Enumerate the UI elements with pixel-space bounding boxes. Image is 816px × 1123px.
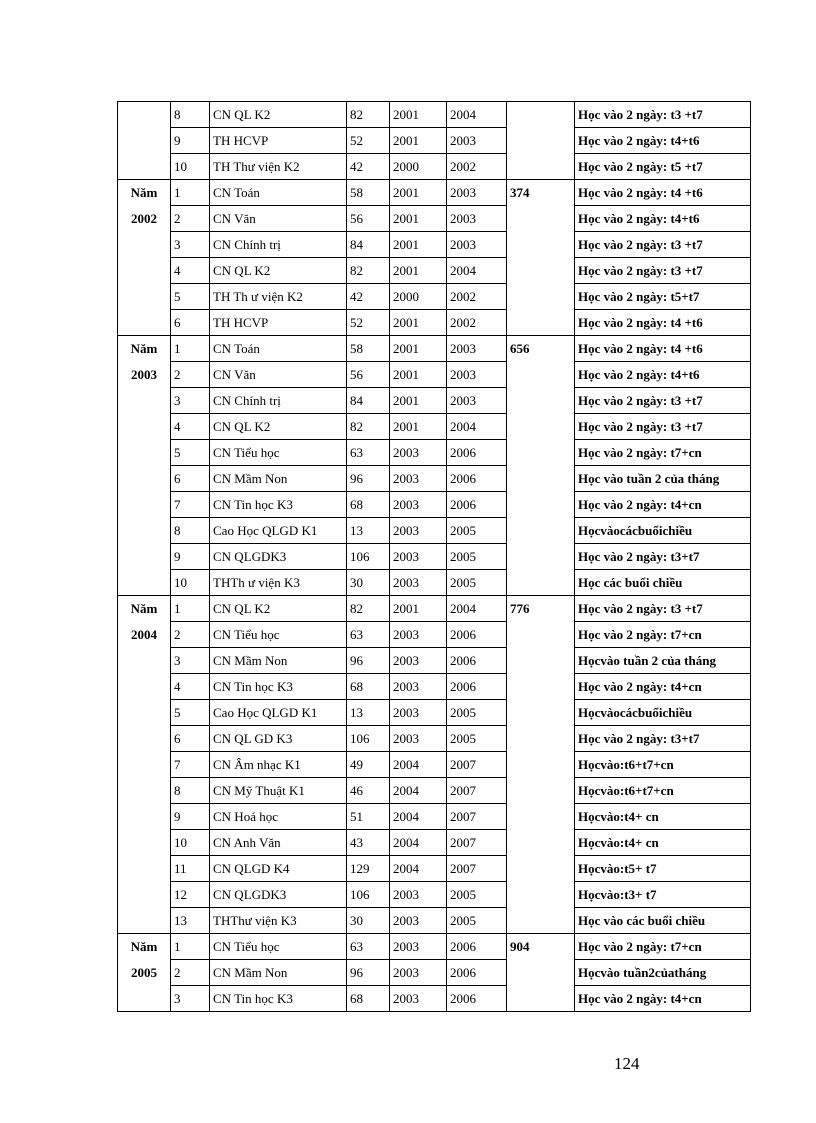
table-row <box>118 804 751 830</box>
table-row <box>118 674 751 700</box>
start-year-cell: 2004 <box>390 752 447 778</box>
schedule-note-cell: Học vào 2 ngày: t4 +t6 <box>575 180 751 206</box>
row-number-cell: 2 <box>171 206 210 232</box>
table-row <box>118 466 751 492</box>
row-number-cell: 1 <box>171 934 210 960</box>
schedule-note-cell: Học vào 2 ngày: t4+cn <box>575 492 751 518</box>
start-year-cell: 2001 <box>390 362 447 388</box>
schedule-note-cell: Họcvào:t6+t7+cn <box>575 778 751 804</box>
end-year-cell: 2006 <box>447 622 507 648</box>
row-number-cell: 1 <box>171 180 210 206</box>
schedule-note-cell: Học vào 2 ngày: t3 +t7 <box>575 258 751 284</box>
start-year-cell: 2001 <box>390 232 447 258</box>
program-cell: CN Mầm Non <box>210 960 347 986</box>
table-row <box>118 310 751 336</box>
program-cell: CN QL K2 <box>210 414 347 440</box>
start-year-cell: 2003 <box>390 882 447 908</box>
end-year-cell: 2005 <box>447 908 507 934</box>
row-number-cell: 10 <box>171 570 210 596</box>
end-year-cell: 2005 <box>447 726 507 752</box>
program-cell: CN Toán <box>210 180 347 206</box>
end-year-cell: 2006 <box>447 986 507 1012</box>
year-total-cell: 374 <box>507 180 575 336</box>
schedule-note-cell: Học vào 2 ngày: t5 +t7 <box>575 154 751 180</box>
table-row <box>118 882 751 908</box>
program-cell: Cao Học QLGD K1 <box>210 700 347 726</box>
end-year-cell: 2003 <box>447 128 507 154</box>
schedule-note-cell: Họcvàocácbuổichiều <box>575 700 751 726</box>
start-year-cell: 2004 <box>390 804 447 830</box>
table-body <box>118 102 751 1012</box>
start-year-cell: 2001 <box>390 258 447 284</box>
row-number-cell: 3 <box>171 986 210 1012</box>
end-year-cell: 2002 <box>447 284 507 310</box>
program-cell: CN Tin học K3 <box>210 674 347 700</box>
row-number-cell: 4 <box>171 258 210 284</box>
schedule-note-cell: Họcvào:t6+t7+cn <box>575 752 751 778</box>
schedule-note-cell: Học vào tuần 2 của tháng <box>575 466 751 492</box>
student-count-cell: 43 <box>347 830 390 856</box>
student-count-cell: 84 <box>347 388 390 414</box>
year-label: Năm <box>130 185 158 200</box>
year-total-cell: 776 <box>507 596 575 934</box>
program-cell: CN Tiểu học <box>210 622 347 648</box>
student-count-cell: 84 <box>347 232 390 258</box>
start-year-cell: 2000 <box>390 284 447 310</box>
row-number-cell: 8 <box>171 778 210 804</box>
program-cell: CN QLGDK3 <box>210 882 347 908</box>
program-cell: CN Tin học K3 <box>210 986 347 1012</box>
start-year-cell: 2003 <box>390 674 447 700</box>
year-cell <box>118 180 171 336</box>
table-row <box>118 180 751 206</box>
program-cell: CN QL K2 <box>210 102 347 128</box>
student-count-cell: 82 <box>347 414 390 440</box>
schedule-note-cell: Học các buổi chiều <box>575 570 751 596</box>
schedule-note-cell: Học vào 2 ngày: t4 +t6 <box>575 310 751 336</box>
end-year-cell: 2006 <box>447 440 507 466</box>
table-row <box>118 102 751 128</box>
schedule-note-cell: Học vào 2 ngày: t3+t7 <box>575 544 751 570</box>
program-cell: CN Mầm Non <box>210 648 347 674</box>
year-label: Năm <box>130 341 158 356</box>
start-year-cell: 2001 <box>390 128 447 154</box>
student-count-cell: 106 <box>347 544 390 570</box>
program-cell: CN Anh Văn <box>210 830 347 856</box>
end-year-cell: 2005 <box>447 570 507 596</box>
start-year-cell: 2003 <box>390 700 447 726</box>
row-number-cell: 10 <box>171 830 210 856</box>
start-year-cell: 2004 <box>390 830 447 856</box>
schedule-note-cell: Học vào 2 ngày: t3+t7 <box>575 726 751 752</box>
table-row <box>118 232 751 258</box>
row-number-cell: 3 <box>171 648 210 674</box>
program-cell: CN Mầm Non <box>210 466 347 492</box>
program-cell: Cao Học QLGD K1 <box>210 518 347 544</box>
end-year-cell: 2005 <box>447 544 507 570</box>
student-count-cell: 13 <box>347 518 390 544</box>
table-row <box>118 830 751 856</box>
year-total-cell: 656 <box>507 336 575 596</box>
program-cell: THTh ư viện K3 <box>210 570 347 596</box>
schedule-note-cell: Học vào 2 ngày: t4+cn <box>575 986 751 1012</box>
start-year-cell: 2003 <box>390 960 447 986</box>
program-cell: CN QLGDK3 <box>210 544 347 570</box>
schedule-note-cell: Học vào 2 ngày: t3 +t7 <box>575 102 751 128</box>
year-cell <box>118 934 171 1012</box>
student-count-cell: 68 <box>347 674 390 700</box>
table-row <box>118 752 751 778</box>
schedule-note-cell: Họcvào tuần 2 của tháng <box>575 648 751 674</box>
row-number-cell: 6 <box>171 726 210 752</box>
table-row <box>118 648 751 674</box>
year-value: 2004 <box>131 627 157 642</box>
student-count-cell: 30 <box>347 908 390 934</box>
student-count-cell: 42 <box>347 154 390 180</box>
student-count-cell: 106 <box>347 726 390 752</box>
table-row <box>118 622 751 648</box>
start-year-cell: 2003 <box>390 934 447 960</box>
end-year-cell: 2003 <box>447 180 507 206</box>
row-number-cell: 5 <box>171 284 210 310</box>
start-year-cell: 2000 <box>390 154 447 180</box>
row-number-cell: 9 <box>171 544 210 570</box>
program-cell: CN Tiểu học <box>210 440 347 466</box>
program-cell: CN Tin học K3 <box>210 492 347 518</box>
start-year-cell: 2003 <box>390 908 447 934</box>
table-row <box>118 440 751 466</box>
program-cell: TH HCVP <box>210 310 347 336</box>
row-number-cell: 13 <box>171 908 210 934</box>
student-count-cell: 49 <box>347 752 390 778</box>
row-number-cell: 8 <box>171 102 210 128</box>
start-year-cell: 2003 <box>390 544 447 570</box>
row-number-cell: 9 <box>171 804 210 830</box>
schedule-note-cell: Học vào 2 ngày: t4+t6 <box>575 362 751 388</box>
student-count-cell: 96 <box>347 648 390 674</box>
end-year-cell: 2004 <box>447 102 507 128</box>
program-cell: CN Văn <box>210 362 347 388</box>
student-count-cell: 63 <box>347 440 390 466</box>
end-year-cell: 2006 <box>447 648 507 674</box>
student-count-cell: 58 <box>347 180 390 206</box>
schedule-note-cell: Học vào 2 ngày: t3 +t7 <box>575 414 751 440</box>
table-row <box>118 596 751 622</box>
end-year-cell: 2006 <box>447 466 507 492</box>
table-row <box>118 778 751 804</box>
table-row <box>118 726 751 752</box>
start-year-cell: 2004 <box>390 856 447 882</box>
schedule-note-cell: Họcvào:t4+ cn <box>575 804 751 830</box>
schedule-note-cell: Học vào 2 ngày: t3 +t7 <box>575 388 751 414</box>
student-count-cell: 58 <box>347 336 390 362</box>
student-count-cell: 106 <box>347 882 390 908</box>
end-year-cell: 2002 <box>447 154 507 180</box>
student-count-cell: 68 <box>347 986 390 1012</box>
table-row <box>118 544 751 570</box>
end-year-cell: 2003 <box>447 232 507 258</box>
start-year-cell: 2003 <box>390 622 447 648</box>
start-year-cell: 2001 <box>390 596 447 622</box>
end-year-cell: 2007 <box>447 778 507 804</box>
end-year-cell: 2007 <box>447 752 507 778</box>
year-value: 2002 <box>131 211 157 226</box>
schedule-note-cell: Họcvào:t4+ cn <box>575 830 751 856</box>
program-cell: CN QL K2 <box>210 596 347 622</box>
program-cell: CN Chính trị <box>210 388 347 414</box>
row-number-cell: 3 <box>171 388 210 414</box>
student-count-cell: 30 <box>347 570 390 596</box>
table-row <box>118 908 751 934</box>
program-cell: CN Tiểu học <box>210 934 347 960</box>
enrollment-table <box>117 101 751 1012</box>
program-cell: CN Toán <box>210 336 347 362</box>
table-row <box>118 960 751 986</box>
schedule-note-cell: Học vào 2 ngày: t4+cn <box>575 674 751 700</box>
table-row <box>118 700 751 726</box>
schedule-note-cell: Học vào 2 ngày: t7+cn <box>575 934 751 960</box>
table-row <box>118 570 751 596</box>
row-number-cell: 8 <box>171 518 210 544</box>
program-cell: TH Thư viện K2 <box>210 154 347 180</box>
end-year-cell: 2006 <box>447 934 507 960</box>
program-cell: CN Mỹ Thuật K1 <box>210 778 347 804</box>
row-number-cell: 1 <box>171 596 210 622</box>
start-year-cell: 2003 <box>390 726 447 752</box>
start-year-cell: 2001 <box>390 388 447 414</box>
student-count-cell: 52 <box>347 310 390 336</box>
year-value: 2003 <box>131 367 157 382</box>
year-total-cell <box>507 102 575 180</box>
row-number-cell: 6 <box>171 466 210 492</box>
end-year-cell: 2002 <box>447 310 507 336</box>
student-count-cell: 82 <box>347 596 390 622</box>
row-number-cell: 7 <box>171 492 210 518</box>
row-number-cell: 2 <box>171 622 210 648</box>
end-year-cell: 2005 <box>447 882 507 908</box>
end-year-cell: 2006 <box>447 960 507 986</box>
row-number-cell: 5 <box>171 700 210 726</box>
student-count-cell: 63 <box>347 934 390 960</box>
program-cell: CN Âm nhạc K1 <box>210 752 347 778</box>
table-row <box>118 492 751 518</box>
schedule-note-cell: Họcvào tuần2củatháng <box>575 960 751 986</box>
end-year-cell: 2003 <box>447 206 507 232</box>
end-year-cell: 2003 <box>447 362 507 388</box>
start-year-cell: 2003 <box>390 466 447 492</box>
program-cell: CN Chính trị <box>210 232 347 258</box>
start-year-cell: 2003 <box>390 518 447 544</box>
student-count-cell: 96 <box>347 960 390 986</box>
student-count-cell: 68 <box>347 492 390 518</box>
table-row <box>118 934 751 960</box>
end-year-cell: 2004 <box>447 596 507 622</box>
schedule-note-cell: Học vào 2 ngày: t5+t7 <box>575 284 751 310</box>
table-row <box>118 414 751 440</box>
table-row <box>118 258 751 284</box>
student-count-cell: 56 <box>347 206 390 232</box>
year-cell <box>118 336 171 596</box>
end-year-cell: 2003 <box>447 388 507 414</box>
schedule-note-cell: Học vào 2 ngày: t4+t6 <box>575 128 751 154</box>
start-year-cell: 2003 <box>390 440 447 466</box>
end-year-cell: 2005 <box>447 518 507 544</box>
student-count-cell: 56 <box>347 362 390 388</box>
row-number-cell: 9 <box>171 128 210 154</box>
table-row <box>118 518 751 544</box>
schedule-note-cell: Họcvào:t5+ t7 <box>575 856 751 882</box>
program-cell: CN QL GD K3 <box>210 726 347 752</box>
program-cell: THThư viện K3 <box>210 908 347 934</box>
schedule-note-cell: Học vào 2 ngày: t7+cn <box>575 622 751 648</box>
start-year-cell: 2001 <box>390 206 447 232</box>
table-row <box>118 986 751 1012</box>
schedule-note-cell: Học vào 2 ngày: t7+cn <box>575 440 751 466</box>
year-label: Năm <box>130 601 158 616</box>
start-year-cell: 2004 <box>390 778 447 804</box>
student-count-cell: 13 <box>347 700 390 726</box>
end-year-cell: 2004 <box>447 414 507 440</box>
table-row <box>118 154 751 180</box>
table-row <box>118 206 751 232</box>
student-count-cell: 42 <box>347 284 390 310</box>
student-count-cell: 52 <box>347 128 390 154</box>
end-year-cell: 2007 <box>447 830 507 856</box>
start-year-cell: 2001 <box>390 414 447 440</box>
schedule-note-cell: Học vào 2 ngày: t4 +t6 <box>575 336 751 362</box>
program-cell: CN Hoá học <box>210 804 347 830</box>
year-label: Năm <box>130 939 158 954</box>
student-count-cell: 63 <box>347 622 390 648</box>
start-year-cell: 2001 <box>390 336 447 362</box>
table-row <box>118 388 751 414</box>
end-year-cell: 2005 <box>447 700 507 726</box>
program-cell: CN QLGD K4 <box>210 856 347 882</box>
start-year-cell: 2003 <box>390 570 447 596</box>
row-number-cell: 12 <box>171 882 210 908</box>
row-number-cell: 4 <box>171 414 210 440</box>
end-year-cell: 2007 <box>447 804 507 830</box>
row-number-cell: 3 <box>171 232 210 258</box>
student-count-cell: 82 <box>347 258 390 284</box>
schedule-note-cell: Họcvàocácbuổichiều <box>575 518 751 544</box>
start-year-cell: 2003 <box>390 492 447 518</box>
page-number: 124 <box>614 1054 640 1073</box>
start-year-cell: 2003 <box>390 986 447 1012</box>
row-number-cell: 5 <box>171 440 210 466</box>
start-year-cell: 2001 <box>390 102 447 128</box>
program-cell: TH HCVP <box>210 128 347 154</box>
student-count-cell: 129 <box>347 856 390 882</box>
row-number-cell: 11 <box>171 856 210 882</box>
table-row <box>118 128 751 154</box>
end-year-cell: 2006 <box>447 674 507 700</box>
table-row <box>118 856 751 882</box>
table-row <box>118 336 751 362</box>
year-value: 2005 <box>131 965 157 980</box>
year-total-cell: 904 <box>507 934 575 1012</box>
student-count-cell: 82 <box>347 102 390 128</box>
program-cell: CN Văn <box>210 206 347 232</box>
year-cell <box>118 596 171 934</box>
start-year-cell: 2001 <box>390 180 447 206</box>
schedule-note-cell: Họcvào:t3+ t7 <box>575 882 751 908</box>
schedule-note-cell: Học vào các buổi chiều <box>575 908 751 934</box>
row-number-cell: 4 <box>171 674 210 700</box>
student-count-cell: 46 <box>347 778 390 804</box>
schedule-note-cell: Học vào 2 ngày: t3 +t7 <box>575 596 751 622</box>
end-year-cell: 2004 <box>447 258 507 284</box>
row-number-cell: 2 <box>171 960 210 986</box>
end-year-cell: 2006 <box>447 492 507 518</box>
table-row <box>118 284 751 310</box>
row-number-cell: 7 <box>171 752 210 778</box>
start-year-cell: 2001 <box>390 310 447 336</box>
end-year-cell: 2003 <box>447 336 507 362</box>
schedule-note-cell: Học vào 2 ngày: t4+t6 <box>575 206 751 232</box>
row-number-cell: 6 <box>171 310 210 336</box>
end-year-cell: 2007 <box>447 856 507 882</box>
start-year-cell: 2003 <box>390 648 447 674</box>
schedule-note-cell: Học vào 2 ngày: t3 +t7 <box>575 232 751 258</box>
student-count-cell: 96 <box>347 466 390 492</box>
program-cell: CN QL K2 <box>210 258 347 284</box>
row-number-cell: 10 <box>171 154 210 180</box>
row-number-cell: 2 <box>171 362 210 388</box>
row-number-cell: 1 <box>171 336 210 362</box>
student-count-cell: 51 <box>347 804 390 830</box>
year-cell <box>118 102 171 180</box>
program-cell: TH Th ư viện K2 <box>210 284 347 310</box>
table-row <box>118 362 751 388</box>
